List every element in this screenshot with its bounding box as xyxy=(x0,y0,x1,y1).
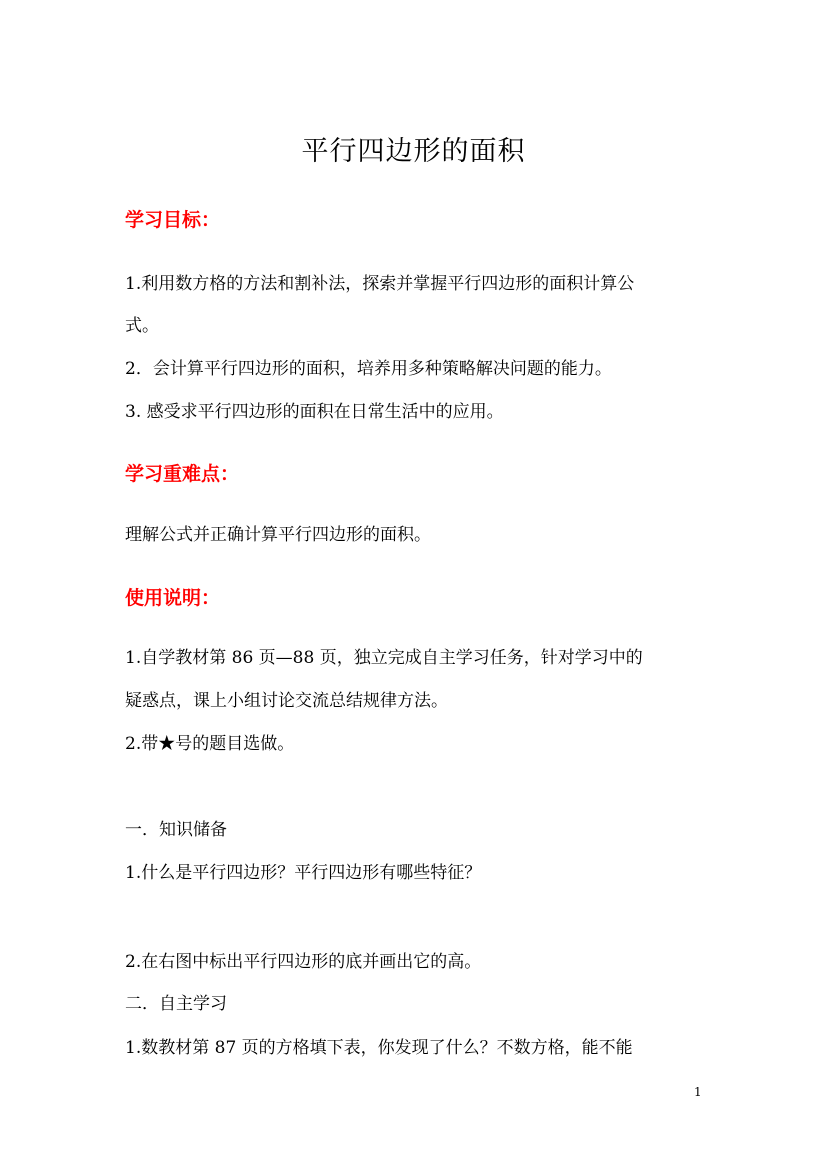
key-difficulty-heading: 学习重难点： xyxy=(125,463,240,485)
goal-2: 2．会计算平行四边形的面积，培养用多种策略解决问题的能力。 xyxy=(125,359,612,379)
usage-item-1: 1.自学教材第 86 页—88 页，独立完成自主学习任务，针对学习中的 xyxy=(125,648,643,668)
page-number: 1 xyxy=(694,1085,702,1099)
goal-1: 1.利用数方格的方法和割补法，探索并掌握平行四边形的面积计算公 xyxy=(125,274,635,294)
self-study-heading: 二．自主学习 xyxy=(125,994,227,1014)
key-difficulty-text: 理解公式并正确计算平行四边形的面积。 xyxy=(125,525,431,545)
self-study-question-1: 1.数教材第 87 页的方格填下表，你发现了什么？不数方格，能不能 xyxy=(125,1038,633,1058)
knowledge-reserve-heading: 一．知识储备 xyxy=(125,820,227,840)
question-2: 2.在右图中标出平行四边形的底并画出它的高。 xyxy=(125,952,482,972)
usage-item-1-continued: 疑惑点，课上小组讨论交流总结规律方法。 xyxy=(125,691,448,711)
goal-1-continued: 式。 xyxy=(125,316,159,336)
page-title: 平行四边形的面积 xyxy=(301,136,526,167)
usage-instructions-heading: 使用说明： xyxy=(125,587,221,609)
question-1: 1.什么是平行四边形？平行四边形有哪些特征？ xyxy=(125,863,482,883)
learning-goals-heading: 学习目标： xyxy=(125,209,221,231)
goal-3: 3. 感受求平行四边形的面积在日常生活中的应用。 xyxy=(125,402,504,422)
usage-item-2: 2.带★号的题目选做。 xyxy=(125,734,295,754)
